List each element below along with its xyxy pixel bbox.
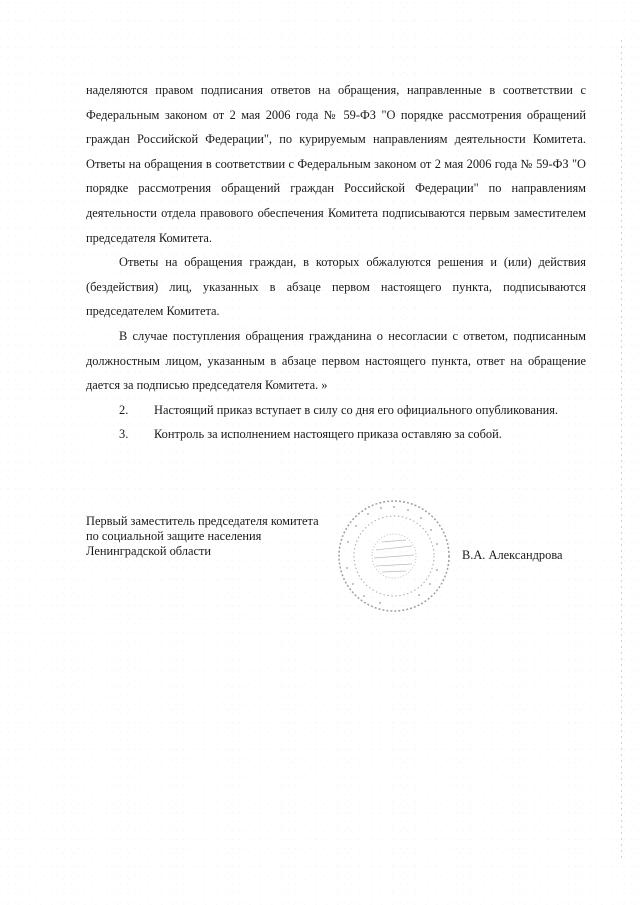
document-body	[86, 78, 586, 447]
item-text: Настоящий приказ вступает в силу со дня его официального опубликования.	[154, 402, 559, 417]
paragraph-disagreement: В случае поступления обращения гражданина о несогласии с ответом, подписанным должностным лицом, указанным в абзаце первом настоящего пункта, ответ на обращение дается за подписью председателя Комитета. »	[86, 328, 586, 393]
signatory-name: В.А. Александрова	[462, 548, 563, 562]
list-item-effective-date	[86, 398, 586, 423]
scan-edge-line	[621, 40, 622, 860]
list-item-control	[86, 422, 586, 447]
item-number: 2.	[119, 402, 129, 417]
paragraph-continuation: наделяются правом подписания ответов на обращения, направленные в соответствии с Федеральным законом от 2 мая 2006 года № 59-ФЗ "О порядке рассмотрения обращений граждан Российской Федерации", по курируемым направлениям деятельности Комитета. Ответы на обращения в соответствии с Федеральным законом от 2 мая 2006 года № 59-ФЗ "О порядке рассмотрения обращений граждан Российской Федерации" по направлениям деятельности отдела правового обеспечения Комитета подписываются первым заместителем председателя Комитета.	[86, 83, 586, 245]
signatory-position-line3: Ленинградской области	[86, 544, 212, 558]
item-text: Контроль за исполнением настоящего приказа оставляю за собой.	[154, 427, 502, 442]
signatory-position-line2: по социальной защите населения	[86, 529, 262, 543]
signatory-position-line1: Первый заместитель председателя комитета	[86, 514, 319, 528]
official-seal-icon	[336, 498, 452, 614]
paragraph-appeals-complaints: Ответы на обращения граждан, в которых обжалуются решения и (или) действия (бездействия) лиц, указанных в абзаце первом настоящего пункта, подписываются председателем Комитета.	[86, 255, 586, 319]
item-number: 3.	[119, 427, 129, 442]
